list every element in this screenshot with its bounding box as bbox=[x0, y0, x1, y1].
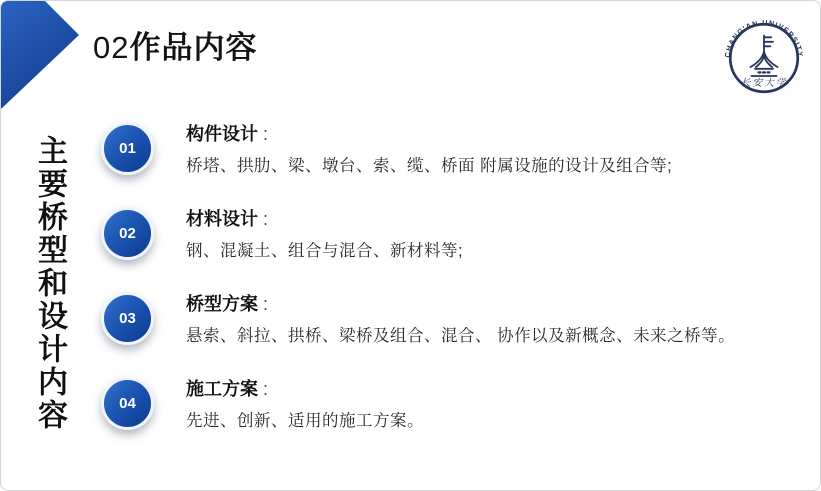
university-logo bbox=[719, 10, 809, 106]
item-desc: 先进、创新、适用的施工方案。 bbox=[186, 412, 424, 430]
logo-arc-text: CHANG'AN UNIVERSITY bbox=[722, 17, 806, 59]
item-number-badge bbox=[101, 122, 154, 175]
item-title-colon: : bbox=[263, 379, 269, 399]
item-number: 03 bbox=[119, 310, 136, 327]
university-logo-seal bbox=[719, 10, 809, 106]
item-title-colon: : bbox=[263, 209, 269, 229]
item-title: 材料设计 : bbox=[186, 209, 269, 229]
item-number-badge bbox=[101, 377, 154, 430]
item-desc: 悬索、斜拉、拱桥、梁桥及组合、混合、 协作以及新概念、未来之桥等。 bbox=[186, 327, 736, 345]
page-title bbox=[93, 22, 257, 67]
list-item bbox=[101, 290, 813, 346]
item-desc: 钢、混凝土、组合与混合、新材料等; bbox=[186, 242, 464, 260]
list-item bbox=[101, 205, 813, 261]
logo-emblem-icon bbox=[751, 36, 778, 77]
corner-arrow-shape bbox=[1, 1, 91, 116]
item-title: 桥型方案 : bbox=[186, 294, 269, 314]
page-title-number: 02 bbox=[93, 30, 130, 65]
page-title-text: 作品内容 bbox=[129, 30, 258, 65]
item-title-colon: : bbox=[263, 124, 269, 144]
list-item bbox=[101, 120, 813, 176]
items-list bbox=[101, 120, 813, 431]
logo-bottom-text: 长安大学 bbox=[740, 77, 788, 89]
item-title: 施工方案 : bbox=[186, 379, 269, 399]
item-title: 构件设计 : bbox=[186, 124, 269, 144]
item-number: 04 bbox=[119, 395, 136, 412]
item-number-badge bbox=[101, 207, 154, 260]
item-title-colon: : bbox=[263, 294, 269, 314]
item-number: 01 bbox=[119, 140, 136, 157]
list-item bbox=[101, 375, 813, 431]
item-desc: 桥塔、拱肋、梁、墩台、索、缆、桥面 附属设施的设计及组合等; bbox=[186, 157, 673, 175]
side-title: 主要桥型和设计内容 bbox=[33, 135, 66, 432]
item-number: 02 bbox=[119, 225, 136, 242]
item-number-badge bbox=[101, 292, 154, 345]
